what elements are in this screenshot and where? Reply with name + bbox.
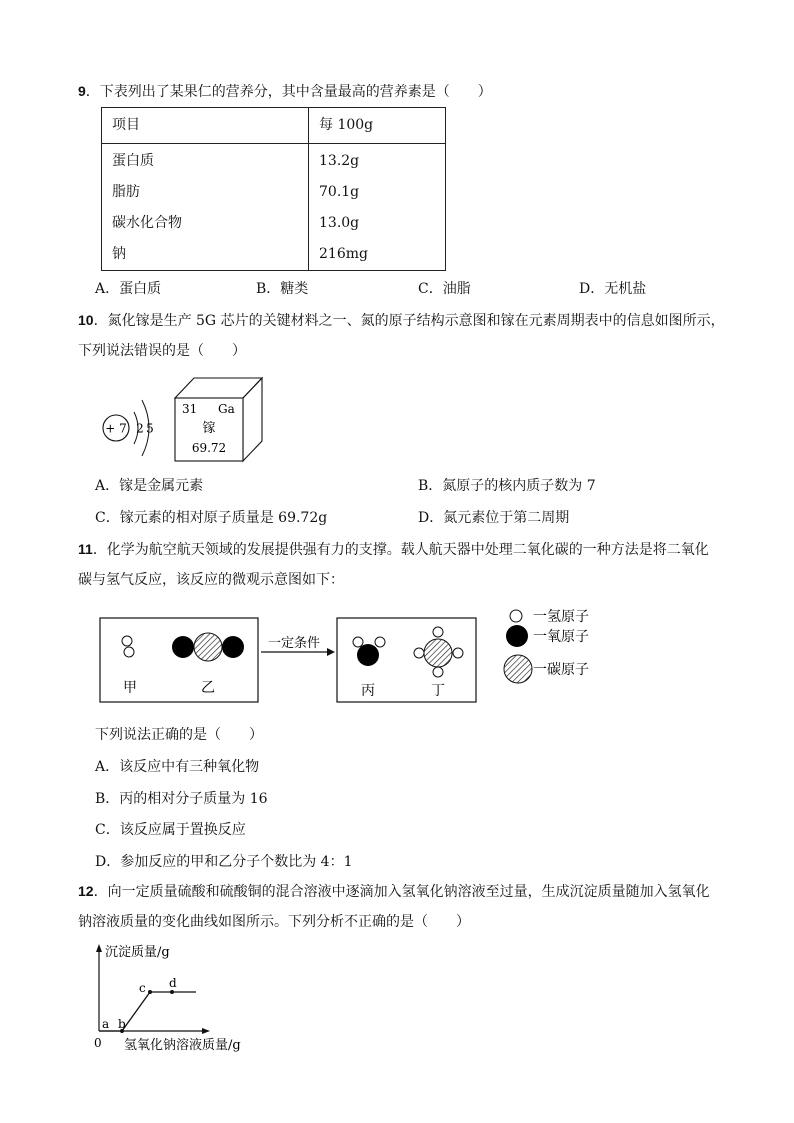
precipitate-curve bbox=[99, 992, 196, 1031]
q11-stem-line1 bbox=[78, 539, 709, 559]
gallium-element-box bbox=[172, 374, 264, 464]
q10-stem-text: ．氮化镓是生产 5G 芯片的关键材料之一、氮的原子结构示意图和镓在元素周期表中的信息如图所示， bbox=[93, 313, 725, 329]
q10-stem-line1 bbox=[78, 310, 725, 330]
q11-option-a[interactable]: A．该反应中有三种氧化物 bbox=[95, 759, 260, 775]
q9-option-c[interactable]: C．油脂 bbox=[418, 281, 471, 297]
q10-option-d[interactable]: D．氮元素位于第二周期 bbox=[418, 510, 570, 526]
arrow-label: 一定条件 bbox=[267, 636, 321, 651]
q10-stem-line2: 下列说法错误的是（ ） bbox=[78, 343, 246, 359]
table-header-item: 项目 bbox=[102, 108, 309, 144]
carbon-atom bbox=[194, 633, 222, 661]
y-axis-label: 沉淀质量/g bbox=[105, 945, 170, 960]
hydrogen-atom bbox=[122, 636, 132, 646]
table-body-row bbox=[102, 144, 446, 271]
shell1-electrons: 2 bbox=[136, 421, 144, 436]
q9-option-d[interactable]: D．无机盐 bbox=[579, 281, 647, 297]
label-jia: 甲 bbox=[123, 680, 137, 696]
q11-option-c[interactable]: C．该反应属于置换反应 bbox=[95, 822, 246, 838]
hydrogen-atom bbox=[375, 637, 385, 647]
arrow-head bbox=[327, 648, 335, 656]
table-cell: 碳水化合物 bbox=[112, 215, 182, 231]
x-axis-label: 氢氧化钠溶液质量/g bbox=[124, 1038, 241, 1053]
nutrition-table bbox=[101, 107, 446, 271]
table-cell: 70.1g bbox=[319, 184, 360, 200]
point-c-label: c bbox=[139, 981, 146, 995]
q11-stem-line2: 碳与氢气反应，该反应的微观示意图如下： bbox=[78, 572, 344, 588]
table-cell: 13.2g bbox=[319, 153, 360, 169]
q12-stem-text: ．向一定质量硫酸和硫酸铜的混合溶液中逐滴加入氢氧化钠溶液至过量，生成沉淀质量随加入氢氧化 bbox=[93, 884, 710, 900]
point-d-label: d bbox=[169, 976, 177, 990]
atomic-mass: 69.72 bbox=[191, 441, 227, 455]
q10-option-c[interactable]: C．镓元素的相对原子质量是 69.72g bbox=[95, 510, 328, 526]
carbon-atom bbox=[424, 639, 452, 667]
point-d-dot bbox=[170, 990, 174, 994]
point-c-dot bbox=[148, 990, 152, 994]
label-ding: 丁 bbox=[431, 683, 445, 699]
element-name: 镓 bbox=[202, 421, 216, 436]
point-a-label: a bbox=[102, 1017, 110, 1031]
label-yi: 乙 bbox=[201, 680, 215, 696]
q10-option-b[interactable]: B．氮原子的核内质子数为 7 bbox=[418, 478, 596, 494]
hydrogen-atom bbox=[353, 637, 363, 647]
q9-option-a[interactable]: A．蛋白质 bbox=[95, 281, 162, 297]
legend-hydrogen-icon bbox=[510, 610, 522, 622]
element-symbol: Ga bbox=[218, 402, 235, 416]
label-bing: 丙 bbox=[361, 683, 375, 699]
point-b-label: b bbox=[118, 1017, 126, 1031]
q9-number: 9 bbox=[78, 83, 86, 99]
table-header-amount: 每 100g bbox=[309, 108, 446, 144]
shell2-electrons: 5 bbox=[146, 421, 154, 436]
table-cell: 216mg bbox=[319, 246, 368, 262]
q10-number: 10 bbox=[78, 312, 94, 328]
q10-option-a[interactable]: A．镓是金属元素 bbox=[95, 478, 204, 494]
q11-stem-text: ．化学为航空航天领域的发展提供强有力的支撑。载人航天器中处理二氧化碳的一种方法是将二氧化 bbox=[92, 542, 709, 558]
oxygen-atom bbox=[357, 644, 379, 666]
table-header-row bbox=[102, 108, 446, 144]
legend-hydrogen: 一氢原子 bbox=[533, 609, 589, 625]
table-cell: 钠 bbox=[112, 246, 126, 262]
legend-oxygen-icon bbox=[506, 625, 528, 647]
q12-stem-line1 bbox=[78, 881, 710, 901]
nitrogen-atom-diagram bbox=[96, 386, 166, 470]
legend-carbon: 一碳原子 bbox=[533, 662, 589, 678]
q12-stem-line2: 钠溶液质量的变化曲线如图所示。下列分析不正确的是（ ） bbox=[78, 914, 470, 930]
table-cell: 脂肪 bbox=[112, 184, 140, 200]
hydrogen-atom bbox=[414, 648, 424, 658]
q11-option-b[interactable]: B．丙的相对分子质量为 16 bbox=[95, 791, 268, 807]
y-axis-arrow bbox=[96, 944, 102, 952]
table-cell: 13.0g bbox=[319, 215, 360, 231]
q9-stem bbox=[78, 81, 492, 101]
legend-carbon-icon bbox=[504, 655, 532, 683]
hydrogen-atom bbox=[433, 667, 443, 677]
q11-option-d[interactable]: D．参加反应的甲和乙分子个数比为 4：1 bbox=[95, 854, 353, 870]
nucleus-label: + 7 bbox=[105, 421, 127, 436]
reaction-micro-diagram bbox=[96, 600, 616, 710]
table-cell: 蛋白质 bbox=[112, 153, 154, 169]
oxygen-atom bbox=[222, 636, 244, 658]
q9-option-b[interactable]: B．糖类 bbox=[256, 281, 309, 297]
hydrogen-atom bbox=[433, 627, 443, 637]
atomic-number: 31 bbox=[182, 402, 198, 416]
legend-oxygen: 一氧原子 bbox=[533, 629, 589, 645]
q11-prompt: 下列说法正确的是（ ） bbox=[95, 727, 263, 743]
q11-number: 11 bbox=[78, 541, 93, 557]
q12-number: 12 bbox=[78, 883, 94, 899]
oxygen-atom bbox=[172, 636, 194, 658]
hydrogen-atom bbox=[453, 648, 463, 658]
x-axis-arrow bbox=[202, 1028, 210, 1034]
q9-stem-text: ．下表列出了某果仁的营养分，其中含量最高的营养素是（ ） bbox=[85, 84, 492, 100]
origin-label: 0 bbox=[94, 1036, 102, 1050]
precipitate-graph bbox=[88, 940, 268, 1058]
hydrogen-atom bbox=[124, 647, 134, 657]
product-box bbox=[337, 618, 476, 702]
